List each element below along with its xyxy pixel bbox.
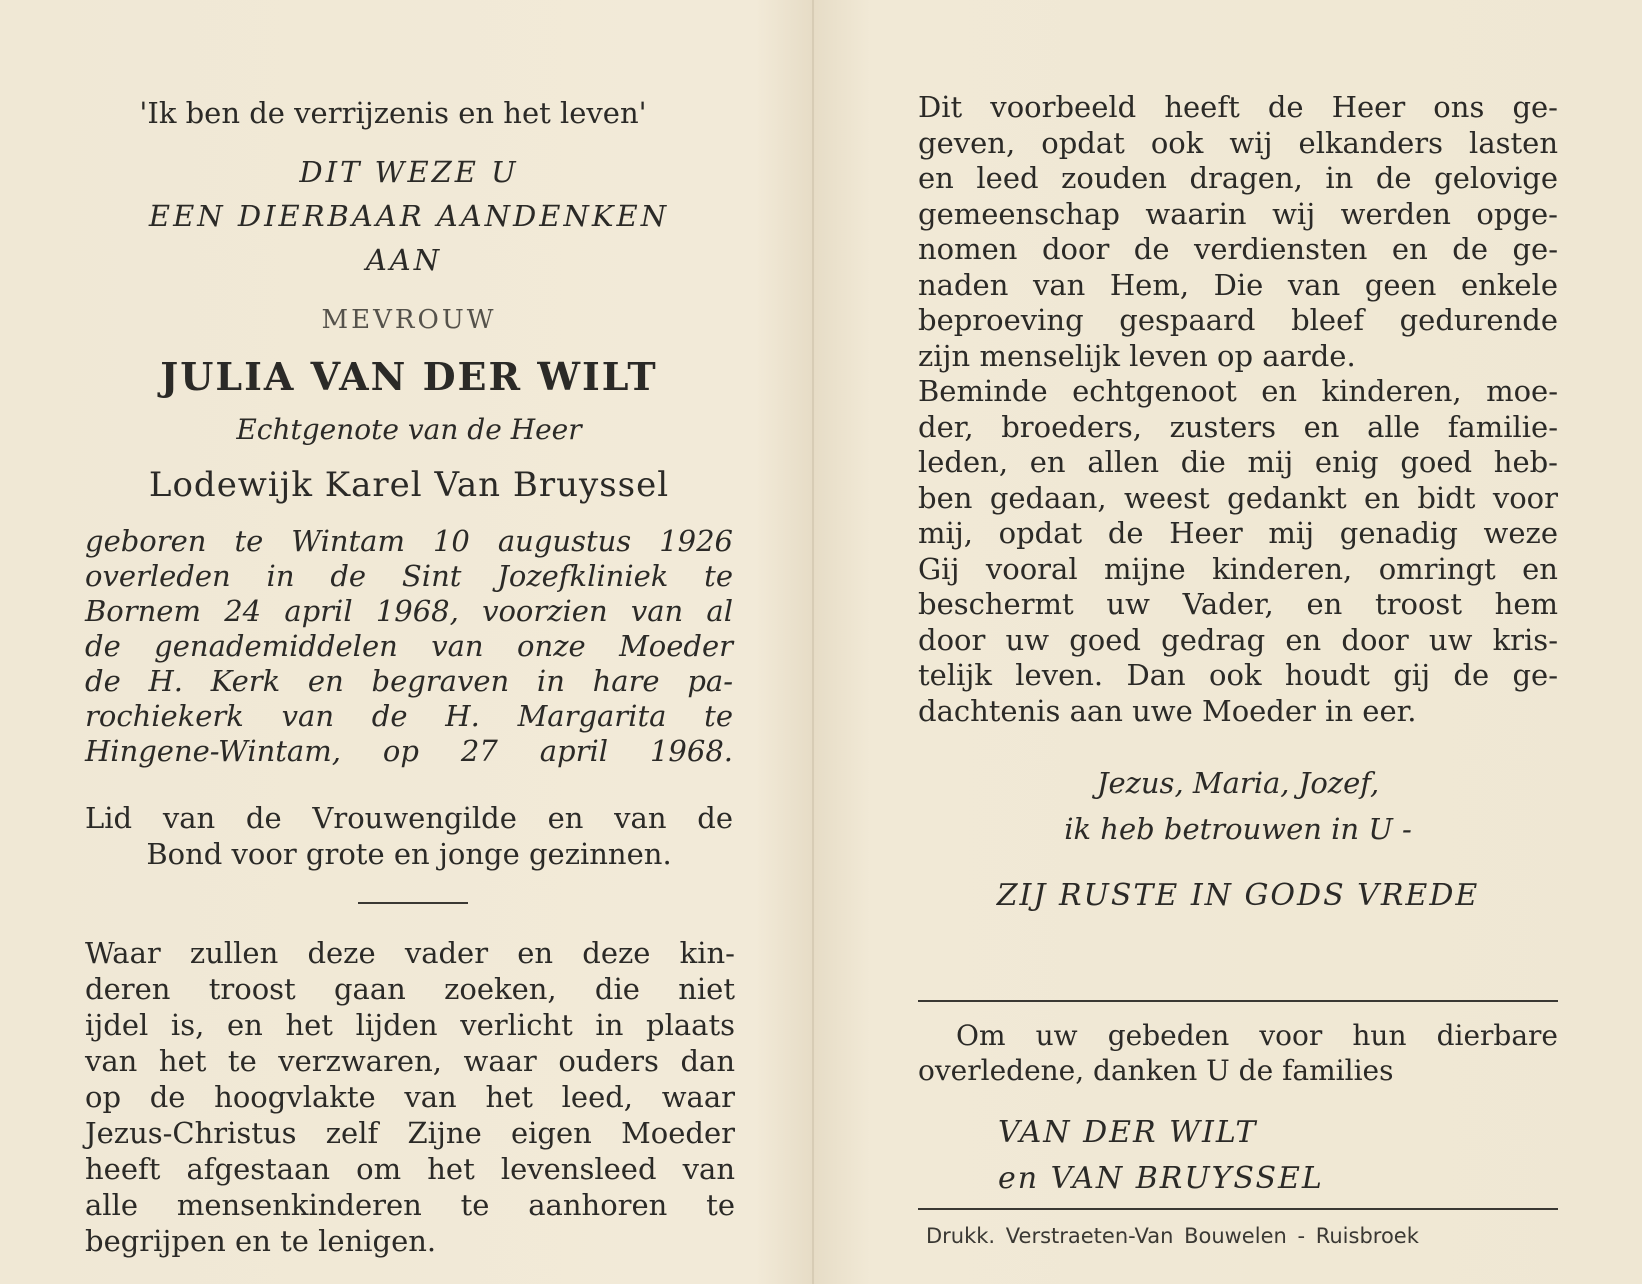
section-divider <box>358 902 468 904</box>
reflection-line: Jezus-Christus zelf Zijne eigen Moeder <box>85 1116 735 1150</box>
rest-in-peace: ZIJ RUSTE IN GODS VREDE <box>996 878 1480 913</box>
salutation: MEVROUW <box>321 305 497 335</box>
dedication-line: DIT WEZE U <box>299 155 519 189</box>
prayer-line: ik heb betrouwen in U - <box>1064 812 1412 846</box>
paragraph-line: door uw goed gedrag en door uw kris- <box>918 622 1558 657</box>
membership-line: Lid van de Vrouwengilde en van de <box>85 801 733 835</box>
card-fold <box>812 0 814 1284</box>
biography-line: geboren te Wintam 10 augustus 1926 <box>85 524 733 558</box>
paragraph-line: telijk leven. Dan ook houdt gij de ge- <box>918 658 1558 692</box>
reflection-line: van het te verzwaren, waar ouders dan <box>85 1044 735 1078</box>
thanks-line: Om uw gebeden voor hun dierbare <box>956 1019 1558 1052</box>
prayer-line: Jezus, Maria, Jozef, <box>1096 766 1380 800</box>
paragraph-line: nomen door de verdiensten en de ge- <box>918 232 1558 266</box>
prayer <box>918 760 1558 852</box>
membership-line: Bond voor grote en jonge gezinnen. <box>146 837 672 871</box>
section-divider <box>918 1208 1558 1210</box>
biography-line: de genademiddelen van onze Moeder <box>85 629 733 663</box>
paragraph-line: ben gedaan, weest gedankt en bidt voor <box>918 480 1558 515</box>
paragraph-line: gemeenschap waarin wij werden opge- <box>918 196 1558 231</box>
biography-line: Hingene-Wintam, op 27 april 1968. <box>85 734 733 768</box>
thanks <box>918 1018 1558 1088</box>
paragraph-line: naden van Hem, Die van geen enkele <box>918 267 1558 302</box>
reflection-line: ijdel is, en het lijden verlicht in plaats <box>85 1008 735 1042</box>
paragraph-line: zijn menselijk leven op aarde. <box>918 338 1356 373</box>
membership <box>85 800 733 872</box>
biography-line: rochiekerk van de H. Margarita te <box>85 699 733 733</box>
thanks-line: overledene, danken U de families <box>918 1054 1394 1087</box>
paragraph-line: en leed zouden dragen, in de gelovige <box>918 161 1558 195</box>
reflection-line: heeft afgestaan om het levensleed van <box>85 1152 735 1186</box>
paragraph-line: mij, opdat de Heer mij genadig weze <box>918 516 1558 550</box>
biography-line: overleden in de Sint Jozefkliniek te <box>85 559 733 593</box>
reflection-line: op de hoogvlakte van het leed, waar <box>85 1080 735 1114</box>
paragraph-line: beschermt uw Vader, en troost hem <box>918 587 1558 621</box>
paragraph-line: Dit voorbeeld heeft de Heer ons ge- <box>918 90 1558 124</box>
paragraph-line: leden, en allen die mij enig goed heb- <box>918 445 1558 479</box>
biography-line: Bornem 24 april 1968, voorzien van al <box>85 594 733 628</box>
dedication <box>85 150 733 282</box>
reflection-line: begrijpen en te lenigen. <box>85 1224 437 1258</box>
paragraph-farewell <box>918 374 1558 729</box>
spouse-name: Lodewijk Karel Van Bruyssel <box>148 465 670 505</box>
dedication-line: AAN <box>365 243 443 277</box>
biography <box>85 524 733 769</box>
reflection <box>85 935 735 1259</box>
printer-credit: Drukk. Verstraeten-Van Bouwelen - Ruisbroek <box>926 1224 1419 1248</box>
paragraph-line: geven, opdat ook wij elkanders lasten <box>918 125 1558 160</box>
family-name: en VAN BRUYSSEL <box>998 1161 1324 1196</box>
reflection-line: deren troost gaan zoeken, die niet <box>85 972 735 1006</box>
family-names <box>998 1110 1558 1202</box>
paragraph-line: der, broeders, zusters en alle familie- <box>918 409 1558 444</box>
reflection-line: Waar zullen deze vader en deze kin- <box>85 936 735 970</box>
paragraph-line: beproeving gespaard bleef gedurende <box>918 303 1558 337</box>
paragraph-example <box>918 90 1558 374</box>
paragraph-line: Gij vooral mijne kinderen, omringt en <box>918 551 1558 586</box>
paragraph-line: Beminde echtgenoot en kinderen, moe- <box>918 374 1558 408</box>
dedication-line: EEN DIERBAAR AANDENKEN <box>148 199 670 233</box>
scripture-quote: 'Ik ben de verrijzenis en het leven' <box>139 96 647 130</box>
deceased-name: JULIA VAN DER WILT <box>160 354 658 399</box>
reflection-line: alle mensenkinderen te aanhoren te <box>85 1188 735 1222</box>
biography-line: de H. Kerk en begraven in hare pa- <box>85 664 733 698</box>
spouse-intro: Echtgenote van de Heer <box>236 413 582 446</box>
section-divider <box>918 1000 1558 1002</box>
family-name: VAN DER WILT <box>998 1115 1258 1150</box>
paragraph-line: dachtenis aan uwe Moeder in eer. <box>918 693 1417 728</box>
